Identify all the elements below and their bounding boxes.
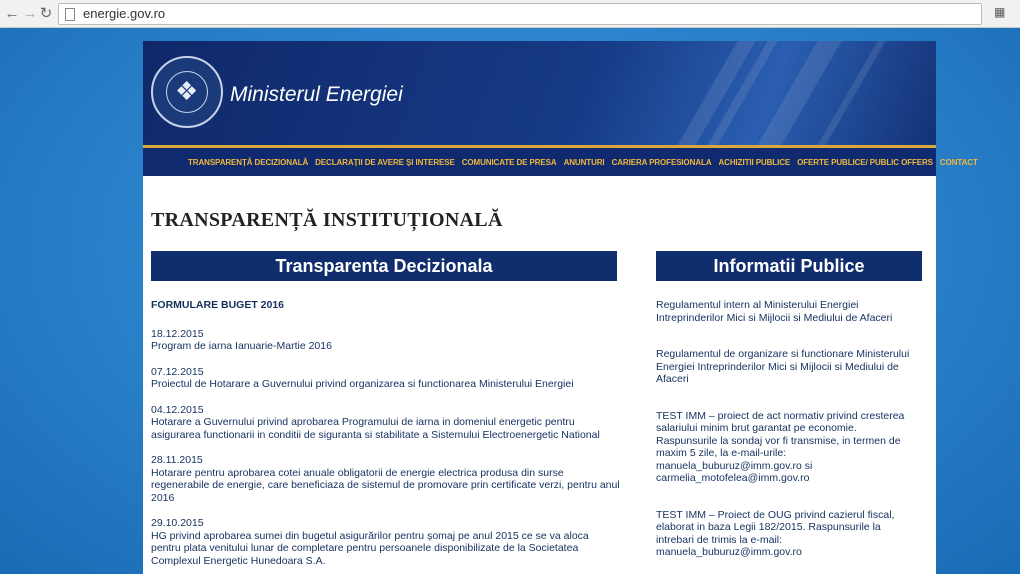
entry-date: 18.12.2015 [151,327,204,340]
decision-entry [151,454,621,504]
translate-icon[interactable]: ▦ [994,5,1006,19]
nav-item[interactable]: COMUNICATE DE PRESA [461,158,557,167]
nav-item[interactable]: OFERTE PUBLICE/ PUBLIC OFFERS [797,158,933,167]
nav-item[interactable]: CARIERA PROFESIONALA [611,158,712,167]
entry-link[interactable]: HG privind aprobarea sumei din bugetul asigurărilor pentru șomaj pe anul 2015 ce se va aloca pentru plata venitului lunar de completare pentru persoanele disponibilizate de la Societatea Complexul Energetic Hunedoara S.A. [151,529,589,567]
section-link-formulare-buget[interactable]: FORMULARE BUGET 2016 [151,299,285,311]
entry-link[interactable]: Hotarare pentru aprobarea cotei anuale obligatorii de energie electrica produsa din surse regenerabile de energie, care beneficiaza de sistemul de promovare prin certificate verzi, pentru anul 2016 [151,466,620,504]
entry-date: 04.12.2015 [151,403,204,416]
nav-item[interactable]: TRANSPARENȚĂ DECIZIONALĂ [188,158,309,167]
entry-link[interactable]: Hotarare a Guvernului privind aprobarea Programului de iarna in domeniul energetic pentru asigurarea functionarii in conditii de siguranta si stabilitate a Sistemului Electroenergetic National [151,416,600,441]
url-text: energie.gov.ro [83,6,166,21]
back-arrow-icon[interactable]: ← [4,5,20,22]
informatii-publice-heading[interactable]: Informatii Publice [656,251,922,281]
public-info-link[interactable]: TEST IMM – Proiect de OUG privind cazierul fiscal, elaborat in baza Legii 182/2015. Raspunsurile la intrebari de trimis la e-mail: manuela_buburuz@imm.gov.ro [656,508,895,558]
forward-arrow-icon[interactable]: → [22,5,38,22]
government-seal-icon[interactable]: ❖ [151,56,223,128]
decision-entry [151,517,621,567]
nav-item[interactable]: CONTACT [939,158,978,167]
decision-entry [151,404,621,442]
reload-icon[interactable]: ↻ [39,5,53,22]
entry-date: 29.10.2015 [151,517,204,529]
transparenta-decizionala-heading[interactable]: Transparenta Decizionala [151,251,617,281]
public-info-list [656,299,918,574]
nav-item[interactable]: ANUNTURI [563,158,605,167]
page-title: TRANSPARENȚĂ INSTITUȚIONALĂ [151,209,503,231]
public-info-link[interactable]: Regulamentul intern al Ministerului Energiei Intreprinderilor Mici si Mijlocii si Mediului de Afaceri [656,299,893,324]
site-banner [143,41,936,145]
browser-toolbar [0,0,1020,28]
decisional-list [151,299,621,574]
entry-date: 07.12.2015 [151,365,204,378]
nav-item[interactable]: DECLARAȚII DE AVERE ȘI INTERESE [315,158,455,167]
public-info-link[interactable]: Regulamentul de organizare si functionare Ministerului Energiei Intreprinderilor Mici si Mijlocii si Mediului de Afaceri [656,348,910,385]
main-navigation [143,145,978,176]
entry-date: 28.11.2015 [151,454,203,466]
entry-link[interactable]: Program de iarna Ianuarie-Martie 2016 [151,340,332,352]
decision-entry [151,366,621,391]
page-icon [65,8,75,21]
entry-link[interactable]: Proiectul de Hotarare a Guvernului privind organizarea si functionarea Ministerului Energiei [151,378,574,390]
decision-entry [151,328,621,353]
ministry-name[interactable]: Ministerul Energiei [230,83,403,106]
public-info-link[interactable]: TEST IMM – proiect de act normativ privind cresterea salariului minim brut garantat pe economie. Raspunsurile la sondaj vor fi transmise, in termen de maxim 5 zile, la e-mail-urile: manuela_buburuz@imm.gov.ro si carmelia_motofelea@imm.gov.ro [656,409,905,484]
nav-item[interactable]: ACHIZITII PUBLICE [718,158,791,167]
address-bar[interactable] [58,3,982,25]
site-container [143,41,978,574]
